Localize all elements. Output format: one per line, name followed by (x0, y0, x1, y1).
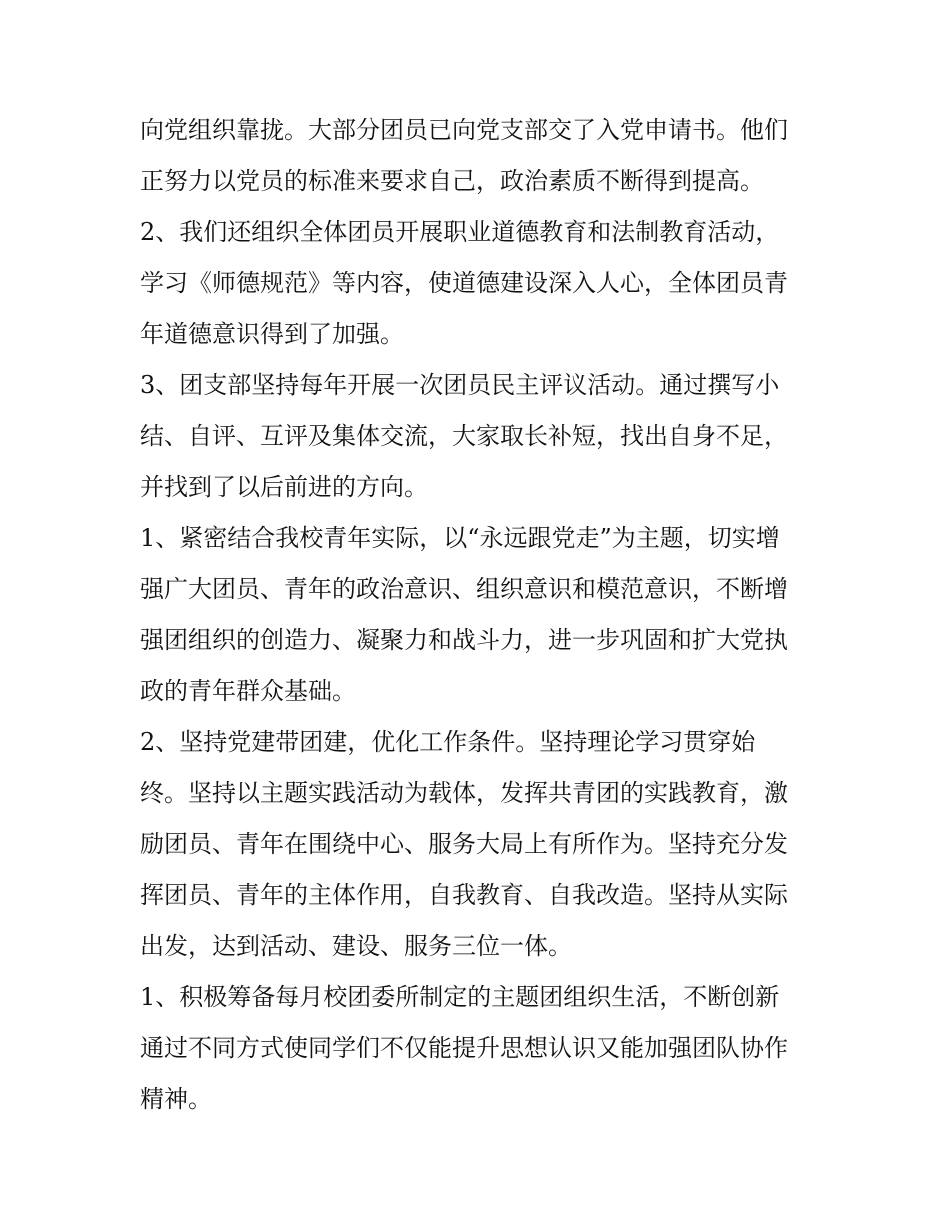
text-line: 挥团员、青年的主体作用，自我教育、自我改造。坚持从实际 (140, 881, 788, 909)
text-line: 3、团支部坚持每年开展一次团员民主评议活动。通过撰写小 (140, 371, 780, 399)
text-line: 年道德意识得到了加强。 (140, 320, 404, 348)
text-line: 励团员、青年在围绕中心、服务大局上有所作为。坚持充分发 (140, 830, 788, 858)
text-line: 1、积极筹备每月校团委所制定的主题团组织生活，不断创新 (140, 983, 780, 1011)
text-line: 并找到了以后前进的方向。 (140, 473, 428, 501)
text-line: 学习《师德规范》等内容，使道德建设深入人心，全体团员青 (140, 269, 788, 297)
text-line: 强广大团员、青年的政治意识、组织意识和模范意识，不断增 (140, 575, 788, 603)
text-line: 1、紧密结合我校青年实际，以“永远跟党走”为主题，切实增 (140, 524, 780, 552)
text-line: 正努力以党员的标准来要求自己，政治素质不断得到提高。 (140, 167, 764, 195)
text-line: 2、我们还组织全体团员开展职业道德教育和法制教育活动， (140, 218, 780, 246)
text-line: 向党组织靠拢。大部分团员已向党支部交了入党申请书。他们 (140, 116, 788, 144)
text-line: 精神。 (140, 1085, 212, 1113)
text-line: 出发，达到活动、建设、服务三位一体。 (140, 932, 572, 960)
text-line: 政的青年群众基础。 (140, 677, 356, 705)
text-line: 通过不同方式使同学们不仅能提升思想认识又能加强团队协作 (140, 1034, 788, 1062)
text-line: 2、坚持党建带团建，优化工作条件。坚持理论学习贯穿始 (140, 728, 756, 756)
text-line: 结、自评、互评及集体交流，大家取长补短，找出自身不足， (140, 422, 788, 450)
text-line: 强团组织的创造力、凝聚力和战斗力，进一步巩固和扩大党执 (140, 626, 788, 654)
text-line: 终。坚持以主题实践活动为载体，发挥共青团的实践教育，激 (140, 779, 788, 807)
